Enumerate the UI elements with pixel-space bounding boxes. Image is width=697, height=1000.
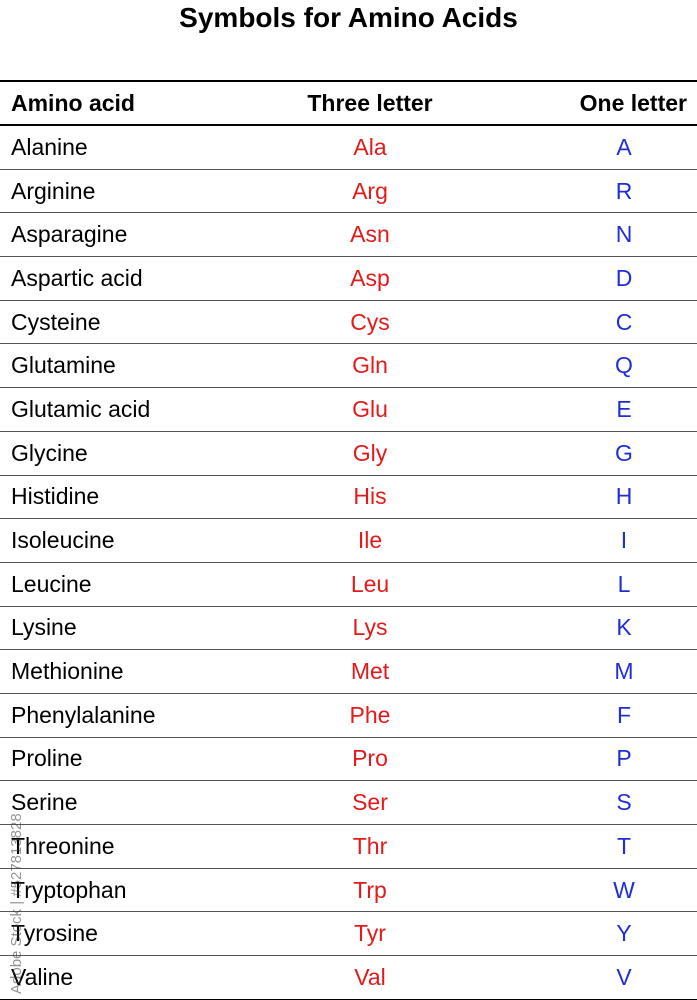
three-letter-code: Trp [353, 876, 387, 903]
table-row [0, 869, 697, 913]
table-row [0, 738, 697, 782]
three-letter-code: Pro [352, 745, 388, 772]
three-letter-code: Asn [350, 221, 390, 248]
three-letter-code: Gly [352, 439, 388, 466]
amino-acid-name: Threonine [11, 832, 115, 859]
table-row [0, 956, 697, 1000]
three-letter-code: Ala [353, 133, 387, 160]
one-letter-code: F [616, 701, 632, 728]
table-row [0, 257, 697, 301]
three-letter-code: Leu [350, 570, 390, 597]
three-letter-code: Cys [350, 308, 390, 335]
one-letter-code: T [616, 832, 632, 859]
table-row [0, 388, 697, 432]
three-letter-code: Val [354, 963, 386, 990]
table-header-row [0, 82, 697, 126]
one-letter-code: K [616, 614, 632, 641]
amino-acid-name: Arginine [11, 177, 96, 204]
table-row [0, 650, 697, 694]
amino-acid-name: Serine [11, 789, 78, 816]
one-letter-code: Q [615, 352, 633, 379]
table-row [0, 694, 697, 738]
amino-acid-name: Glutamic acid [11, 395, 151, 422]
table-body [0, 126, 697, 1000]
one-letter-code: L [617, 570, 631, 597]
table-row [0, 519, 697, 563]
header-three-letter: Three letter [307, 89, 433, 116]
three-letter-code: Lys [352, 614, 388, 641]
table-row [0, 213, 697, 257]
table-row [0, 432, 697, 476]
one-letter-code: S [616, 789, 632, 816]
amino-acid-table [0, 80, 697, 1000]
three-letter-code: Ile [357, 527, 383, 554]
amino-acid-name: Glycine [11, 439, 88, 466]
one-letter-code: M [614, 658, 634, 685]
three-letter-code: Thr [352, 832, 388, 859]
amino-acid-name: Phenylalanine [11, 701, 156, 728]
stock-watermark: Adobe Stock | #527813828 [8, 813, 25, 994]
one-letter-code: P [616, 745, 632, 772]
three-letter-code: Gln [352, 352, 388, 379]
table-row [0, 781, 697, 825]
table-row [0, 912, 697, 956]
amino-acid-name: Valine [11, 963, 74, 990]
one-letter-code: E [616, 395, 632, 422]
one-letter-code: R [615, 177, 633, 204]
one-letter-code: V [616, 963, 632, 990]
three-letter-code: Tyr [354, 920, 386, 947]
one-letter-code: Y [616, 920, 632, 947]
amino-acid-name: Alanine [11, 133, 88, 160]
table-row [0, 825, 697, 869]
one-letter-code: H [615, 483, 633, 510]
three-letter-code: Phe [349, 701, 391, 728]
three-letter-code: Arg [352, 177, 388, 204]
amino-acid-name: Proline [11, 745, 83, 772]
amino-acid-name: Cysteine [11, 308, 101, 335]
one-letter-code: I [620, 527, 628, 554]
table-row [0, 301, 697, 345]
one-letter-code: C [615, 308, 633, 335]
table-row [0, 170, 697, 214]
one-letter-code: N [615, 221, 633, 248]
amino-acid-name: Tryptophan [11, 876, 127, 903]
three-letter-code: Ser [352, 789, 388, 816]
table-row [0, 476, 697, 520]
one-letter-code: D [615, 264, 633, 291]
amino-acid-name: Isoleucine [11, 527, 115, 554]
amino-acid-name: Methionine [11, 658, 124, 685]
amino-acid-name: Asparagine [11, 221, 128, 248]
three-letter-code: Asp [350, 264, 390, 291]
table-row [0, 344, 697, 388]
page-title: Symbols for Amino Acids [179, 2, 518, 33]
amino-acid-name: Leucine [11, 570, 92, 597]
three-letter-code: Met [350, 658, 390, 685]
table-row [0, 563, 697, 607]
amino-acid-name: Aspartic acid [11, 264, 143, 291]
one-letter-code: G [615, 439, 633, 466]
amino-acid-name: Tyrosine [11, 920, 98, 947]
one-letter-code: A [616, 133, 632, 160]
table-row [0, 607, 697, 651]
amino-acid-name: Lysine [11, 614, 77, 641]
three-letter-code: Glu [352, 395, 388, 422]
table-row [0, 126, 697, 170]
header-amino-acid: Amino acid [11, 89, 135, 116]
one-letter-code: W [613, 876, 635, 903]
three-letter-code: His [353, 483, 387, 510]
amino-acid-name: Glutamine [11, 352, 116, 379]
amino-acid-name: Histidine [11, 483, 100, 510]
header-one-letter: One letter [579, 89, 687, 116]
